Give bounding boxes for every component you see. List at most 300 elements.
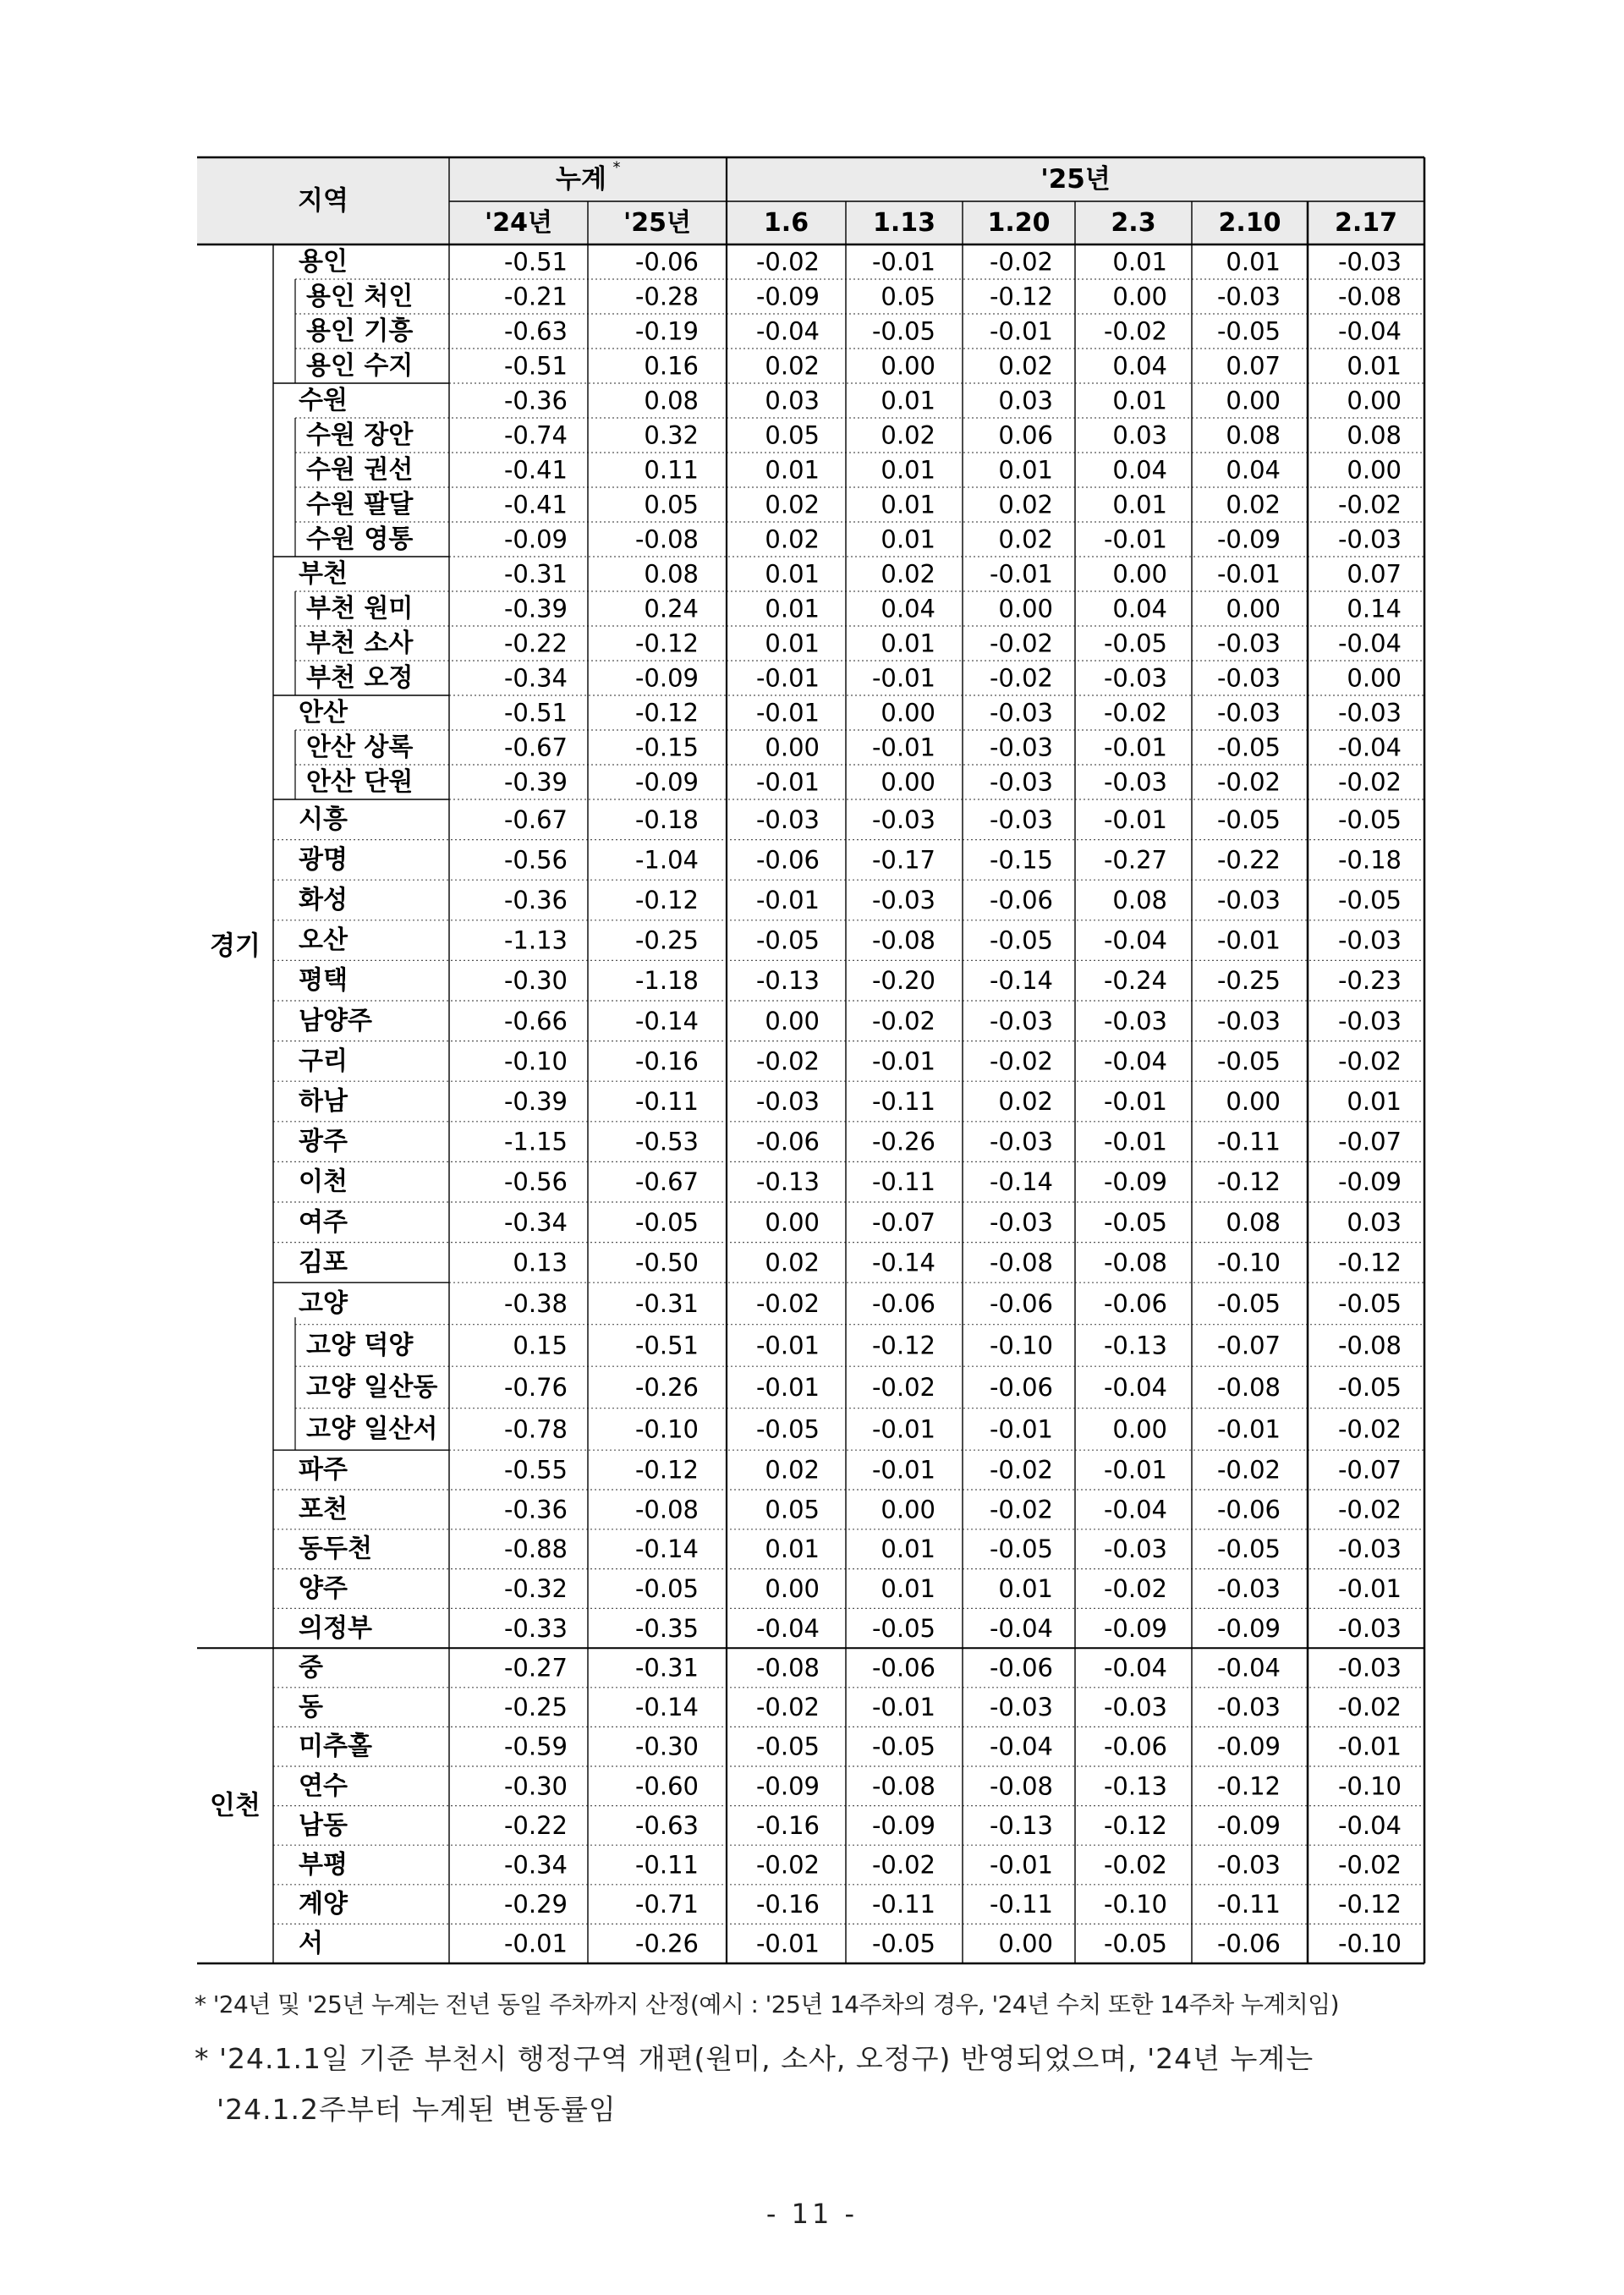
value-cell: -1.15 [503, 1127, 568, 1156]
value-cell: -0.01 [755, 767, 820, 797]
value-cell: -0.02 [1337, 1850, 1402, 1880]
value-cell: -0.66 [503, 1006, 568, 1035]
value-cell: -0.33 [503, 1613, 568, 1643]
value-cell: -0.14 [871, 1248, 935, 1277]
value-cell: 0.02 [998, 1087, 1053, 1116]
region-label: 파주 [299, 1455, 348, 1485]
region-label: 용인 [299, 247, 348, 277]
region-label: 수원 [299, 386, 348, 415]
header-week-col: 1.13 [872, 208, 936, 238]
value-cell: -0.02 [755, 1693, 820, 1722]
value-cell: -0.04 [1337, 629, 1402, 658]
region-label: 동두천 [299, 1534, 372, 1564]
value-cell: 0.00 [1226, 386, 1281, 415]
value-cell: -0.01 [871, 733, 935, 762]
value-cell: -0.26 [871, 1127, 935, 1156]
value-cell: -1.13 [503, 925, 568, 955]
value-cell: -0.24 [1103, 966, 1167, 996]
value-cell: -0.04 [1103, 1046, 1167, 1076]
value-cell: -0.01 [1103, 1455, 1167, 1485]
value-cell: -0.02 [1216, 767, 1281, 797]
value-cell: -0.05 [1103, 629, 1167, 658]
subregion-label: 안산 단원 [306, 767, 414, 797]
value-cell: -0.34 [503, 663, 568, 693]
value-cell: 0.01 [1347, 351, 1402, 381]
value-cell: 0.01 [1226, 247, 1281, 277]
subregion-label: 수원 영통 [306, 524, 414, 554]
value-cell: -0.06 [1216, 1929, 1281, 1958]
value-cell: -0.26 [634, 1372, 699, 1402]
value-cell: -0.19 [634, 316, 699, 346]
value-cell: -0.06 [634, 247, 699, 277]
value-cell: -0.05 [1337, 804, 1402, 834]
value-cell: -0.03 [989, 698, 1053, 727]
value-cell: -0.39 [503, 594, 568, 623]
value-cell: -0.09 [634, 767, 699, 797]
region-label: 부천 [299, 559, 348, 589]
value-cell: -0.02 [1337, 1046, 1402, 1076]
value-cell: 0.00 [765, 1574, 820, 1603]
region-label: 평택 [299, 965, 348, 996]
value-cell: 0.00 [881, 351, 935, 381]
value-cell: -0.03 [871, 804, 935, 834]
value-cell: -0.12 [634, 698, 699, 727]
value-cell: -0.12 [634, 629, 699, 658]
value-cell: -0.05 [989, 1535, 1053, 1564]
region-label: 포천 [299, 1494, 348, 1524]
value-cell: 0.13 [513, 1248, 568, 1277]
value-cell: -0.08 [1216, 1372, 1281, 1402]
value-cell: 0.08 [1226, 1207, 1281, 1237]
value-cell: -0.07 [1216, 1331, 1281, 1360]
page-number: - 11 - [765, 2198, 859, 2230]
value-cell: -0.22 [1216, 845, 1281, 875]
region-label: 오산 [299, 925, 348, 956]
value-cell: -0.04 [989, 1613, 1053, 1643]
value-cell: -0.02 [1337, 1414, 1402, 1444]
value-cell: 0.08 [1226, 420, 1281, 450]
value-cell: 0.00 [1112, 1414, 1167, 1444]
value-cell: -0.03 [989, 1127, 1053, 1156]
value-cell: 0.07 [1347, 559, 1402, 589]
value-cell: -0.63 [634, 1810, 699, 1840]
value-cell: -0.11 [634, 1087, 699, 1116]
value-cell: -0.15 [989, 845, 1053, 875]
value-cell: -0.01 [989, 316, 1053, 346]
region-label: 이천 [299, 1167, 348, 1197]
value-cell: -0.23 [1337, 966, 1402, 996]
value-cell: -0.01 [503, 1929, 568, 1958]
value-cell: -0.51 [503, 247, 568, 277]
value-cell: -0.60 [634, 1771, 699, 1801]
value-cell: 0.08 [1112, 886, 1167, 914]
value-cell: -0.34 [503, 1207, 568, 1237]
value-cell: -0.11 [871, 1890, 935, 1919]
value-cell: -0.13 [989, 1810, 1053, 1840]
value-cell: 0.02 [1226, 490, 1281, 519]
value-cell: -0.01 [871, 1693, 935, 1722]
value-cell: -0.11 [634, 1850, 699, 1880]
value-cell: -0.08 [755, 1653, 820, 1683]
value-cell: -0.03 [989, 733, 1053, 762]
value-cell: -0.02 [871, 1850, 935, 1880]
value-cell: -0.78 [503, 1414, 568, 1444]
value-cell: -0.09 [871, 1810, 935, 1840]
value-cell: -0.02 [989, 629, 1053, 658]
value-cell: -0.07 [1337, 1127, 1402, 1156]
value-cell: 0.04 [1112, 351, 1167, 381]
value-cell: 0.14 [1347, 594, 1402, 623]
value-cell: -0.10 [1337, 1771, 1402, 1801]
value-cell: 0.03 [1347, 1207, 1402, 1237]
value-cell: -0.12 [1103, 1810, 1167, 1840]
subregion-label: 부천 소사 [306, 629, 414, 658]
value-cell: 0.24 [644, 594, 699, 623]
value-cell: -0.08 [871, 1771, 935, 1801]
subregion-label: 용인 처인 [306, 282, 414, 311]
value-cell: -0.04 [755, 316, 820, 346]
value-cell: -0.28 [634, 282, 699, 311]
value-cell: -0.02 [989, 247, 1053, 277]
header-week-col: 2.3 [1111, 208, 1156, 238]
value-cell: -0.03 [1337, 925, 1402, 955]
value-cell: -0.01 [1103, 524, 1167, 554]
region-label: 계양 [299, 1889, 348, 1919]
value-cell: 0.00 [765, 733, 820, 762]
value-cell: -0.03 [1216, 1693, 1281, 1722]
region-label: 동 [299, 1692, 323, 1722]
value-cell: -0.06 [989, 1653, 1053, 1683]
value-cell: -0.02 [755, 247, 820, 277]
value-cell: -0.07 [1337, 1455, 1402, 1485]
value-cell: -0.12 [1337, 1248, 1402, 1277]
value-cell: -0.41 [503, 490, 568, 519]
value-cell: 0.01 [1347, 1087, 1402, 1116]
value-cell: 0.00 [765, 1207, 820, 1237]
footnote-bucheon-cont: '24.1.2주부터 누계된 변동률임 [217, 2093, 617, 2126]
value-cell: 0.02 [765, 490, 820, 519]
header-week-col: 1.6 [763, 208, 809, 238]
value-cell: -0.01 [989, 1850, 1053, 1880]
value-cell: -0.10 [503, 1046, 568, 1076]
value-cell: 0.02 [998, 351, 1053, 381]
value-cell: -0.05 [755, 1414, 820, 1444]
value-cell: -0.04 [1103, 1653, 1167, 1683]
value-cell: -0.03 [1337, 1653, 1402, 1683]
value-cell: -0.12 [634, 1455, 699, 1485]
value-cell: 0.04 [1226, 455, 1281, 485]
subregion-label: 부천 원미 [306, 594, 414, 623]
value-cell: -0.08 [1337, 1331, 1402, 1360]
value-cell: 0.00 [1112, 559, 1167, 589]
value-cell: -0.05 [634, 1207, 699, 1237]
region-label: 부평 [299, 1850, 348, 1880]
value-cell: -0.31 [634, 1288, 699, 1318]
header-region: 지역 [298, 185, 348, 217]
value-cell: -0.13 [755, 966, 820, 996]
value-cell: -0.25 [1216, 966, 1281, 996]
value-cell: -0.36 [503, 386, 568, 415]
value-cell: 0.02 [881, 559, 935, 589]
value-cell: -0.03 [1216, 1574, 1281, 1603]
value-cell: -0.08 [634, 1495, 699, 1524]
value-cell: -0.10 [989, 1331, 1053, 1360]
value-cell: 0.01 [998, 1574, 1053, 1603]
value-cell: 0.02 [998, 490, 1053, 519]
value-cell: -0.02 [989, 1455, 1053, 1485]
value-cell: -0.01 [871, 1046, 935, 1076]
value-cell: -0.01 [1216, 559, 1281, 589]
value-cell: -0.05 [755, 1732, 820, 1761]
value-cell: -0.05 [1216, 1046, 1281, 1076]
value-cell: -0.13 [1103, 1771, 1167, 1801]
value-cell: -0.71 [634, 1890, 699, 1919]
region-label: 서 [299, 1929, 323, 1959]
value-cell: -0.02 [1337, 1495, 1402, 1524]
value-cell: -0.05 [1337, 1372, 1402, 1402]
value-cell: -0.05 [1216, 316, 1281, 346]
value-cell: 0.01 [1112, 386, 1167, 415]
value-cell: -0.01 [755, 1929, 820, 1958]
value-cell: 0.02 [765, 1455, 820, 1485]
value-cell: -0.08 [871, 925, 935, 955]
value-cell: -0.03 [1216, 698, 1281, 727]
value-cell: -0.03 [989, 804, 1053, 834]
value-cell: -0.05 [1216, 1535, 1281, 1564]
value-cell: -0.03 [1216, 282, 1281, 311]
value-cell: 0.00 [765, 1006, 820, 1035]
subregion-label: 부천 오정 [306, 663, 414, 693]
value-cell: -0.03 [989, 1207, 1053, 1237]
value-cell: -0.03 [1103, 767, 1167, 797]
value-cell: 0.00 [881, 698, 935, 727]
value-cell: -0.08 [989, 1771, 1053, 1801]
value-cell: 0.02 [998, 524, 1053, 554]
value-cell: -0.03 [1337, 524, 1402, 554]
region-label: 남양주 [299, 1006, 372, 1036]
value-cell: -0.03 [1337, 1006, 1402, 1035]
value-cell: -0.06 [871, 1653, 935, 1683]
value-cell: 0.01 [765, 1535, 820, 1564]
value-cell: -0.11 [1216, 1127, 1281, 1156]
region-label: 의정부 [299, 1613, 372, 1644]
value-cell: -0.03 [755, 1087, 820, 1116]
value-cell: 0.05 [644, 490, 699, 519]
value-cell: -0.05 [871, 316, 935, 346]
value-cell: -0.26 [634, 1929, 699, 1958]
header-week-col: 2.10 [1218, 208, 1281, 238]
value-cell: -0.01 [871, 1455, 935, 1485]
value-cell: 0.00 [881, 767, 935, 797]
region-label: 하남 [299, 1086, 348, 1117]
value-cell: 0.05 [765, 420, 820, 450]
value-cell: -0.06 [989, 1288, 1053, 1318]
value-cell: 0.00 [1347, 386, 1402, 415]
value-cell: -0.04 [755, 1613, 820, 1643]
region-label: 고양 [299, 1288, 348, 1319]
value-cell: -0.03 [1216, 886, 1281, 914]
value-cell: -0.05 [634, 1574, 699, 1603]
value-cell: 0.05 [765, 1495, 820, 1524]
value-cell: -0.03 [1216, 1006, 1281, 1035]
value-cell: -0.01 [1337, 1574, 1402, 1603]
header-week-col: 2.17 [1334, 208, 1398, 238]
value-cell: -0.05 [1216, 733, 1281, 762]
value-cell: -0.15 [634, 733, 699, 762]
value-cell: -0.02 [1216, 1455, 1281, 1485]
value-cell: 0.08 [644, 386, 699, 415]
value-cell: -0.53 [634, 1127, 699, 1156]
value-cell: -0.09 [1103, 1167, 1167, 1197]
region-label: 광주 [299, 1127, 348, 1157]
header-week-col: 1.20 [987, 208, 1051, 238]
value-cell: -0.04 [1337, 316, 1402, 346]
value-cell: -0.05 [871, 1929, 935, 1958]
value-cell: -0.03 [1103, 1535, 1167, 1564]
value-cell: -0.88 [503, 1535, 568, 1564]
value-cell: -0.30 [503, 966, 568, 996]
value-cell: -0.56 [503, 1167, 568, 1197]
value-cell: -0.09 [1337, 1167, 1402, 1197]
region-label: 연수 [299, 1771, 348, 1801]
value-cell: -0.41 [503, 455, 568, 485]
value-cell: -0.01 [755, 886, 820, 914]
value-cell: -0.03 [1216, 663, 1281, 693]
value-cell: -0.39 [503, 767, 568, 797]
value-cell: -0.12 [1216, 1771, 1281, 1801]
value-cell: 0.08 [1347, 420, 1402, 450]
value-cell: -0.11 [871, 1087, 935, 1116]
value-cell: -0.01 [1103, 733, 1167, 762]
value-cell: 0.04 [1112, 455, 1167, 485]
value-cell: 0.04 [1112, 594, 1167, 623]
value-cell: -0.35 [634, 1613, 699, 1643]
value-cell: -0.02 [1337, 490, 1402, 519]
value-cell: -0.09 [1216, 1732, 1281, 1761]
value-cell: -0.08 [989, 1248, 1053, 1277]
value-cell: -0.02 [989, 663, 1053, 693]
value-cell: 0.00 [1347, 663, 1402, 693]
value-cell: -0.03 [1337, 1535, 1402, 1564]
region-label: 남동 [299, 1810, 348, 1841]
value-cell: -0.55 [503, 1455, 568, 1485]
value-cell: -0.51 [634, 1331, 699, 1360]
value-cell: -0.03 [871, 886, 935, 914]
value-cell: -0.27 [1103, 845, 1167, 875]
value-cell: -0.63 [503, 316, 568, 346]
value-cell: 0.01 [765, 455, 820, 485]
value-cell: -0.03 [989, 767, 1053, 797]
value-cell: -0.18 [1337, 845, 1402, 875]
value-cell: 0.05 [881, 282, 935, 311]
value-cell: 0.00 [1347, 455, 1402, 485]
value-cell: -0.08 [1103, 1248, 1167, 1277]
value-cell: -0.06 [1103, 1288, 1167, 1318]
value-cell: -0.03 [1216, 629, 1281, 658]
value-cell: 0.32 [644, 420, 699, 450]
subregion-label: 수원 권선 [306, 455, 414, 485]
value-cell: -0.04 [1216, 1653, 1281, 1683]
value-cell: -0.01 [1103, 1127, 1167, 1156]
value-cell: 0.01 [881, 386, 935, 415]
value-cell: -0.01 [871, 247, 935, 277]
value-cell: 0.01 [1112, 247, 1167, 277]
value-cell: -0.32 [503, 1574, 568, 1603]
value-cell: 0.02 [881, 420, 935, 450]
value-cell: -0.04 [1103, 925, 1167, 955]
value-cell: 0.01 [765, 559, 820, 589]
value-cell: -0.03 [1337, 698, 1402, 727]
value-cell: -0.03 [1103, 1006, 1167, 1035]
value-cell: -0.10 [1103, 1890, 1167, 1919]
value-cell: -0.11 [989, 1890, 1053, 1919]
value-cell: -0.01 [755, 1372, 820, 1402]
value-cell: -0.02 [755, 1046, 820, 1076]
value-cell: 0.02 [765, 524, 820, 554]
value-cell: -0.01 [1216, 925, 1281, 955]
region-label: 안산 [299, 698, 348, 727]
value-cell: -0.34 [503, 1850, 568, 1880]
value-cell: -0.39 [503, 1087, 568, 1116]
value-cell: -0.13 [1103, 1331, 1167, 1360]
value-cell: -0.09 [1216, 1613, 1281, 1643]
province-label: 인천 [210, 1790, 261, 1821]
value-cell: -0.01 [1216, 1414, 1281, 1444]
value-cell: -0.06 [989, 1372, 1053, 1402]
value-cell: -0.05 [1337, 1288, 1402, 1318]
value-cell: -0.03 [1216, 1850, 1281, 1880]
value-cell: -0.36 [503, 1495, 568, 1524]
value-cell: 0.06 [998, 420, 1053, 450]
value-cell: -0.30 [503, 1771, 568, 1801]
value-cell: -0.01 [1337, 1732, 1402, 1761]
value-cell: -0.51 [503, 698, 568, 727]
value-cell: -0.06 [1216, 1495, 1281, 1524]
value-cell: 0.01 [881, 490, 935, 519]
value-cell: 0.08 [644, 559, 699, 589]
value-cell: -0.12 [871, 1331, 935, 1360]
value-cell: -0.03 [1103, 1693, 1167, 1722]
value-cell: 0.00 [1226, 1087, 1281, 1116]
value-cell: -0.38 [503, 1288, 568, 1318]
value-cell: -0.51 [503, 351, 568, 381]
value-cell: 0.01 [881, 1535, 935, 1564]
value-cell: -0.67 [503, 733, 568, 762]
value-cell: -0.02 [1103, 1574, 1167, 1603]
value-cell: -0.09 [634, 663, 699, 693]
value-cell: -0.04 [1103, 1372, 1167, 1402]
value-cell: -0.09 [755, 282, 820, 311]
value-cell: -0.01 [989, 559, 1053, 589]
value-cell: -0.25 [634, 925, 699, 955]
value-cell: 0.00 [1112, 282, 1167, 311]
value-cell: 0.02 [765, 1248, 820, 1277]
value-cell: -0.22 [503, 1810, 568, 1840]
value-cell: -0.05 [1216, 1288, 1281, 1318]
value-cell: -0.02 [989, 1046, 1053, 1076]
value-cell: 0.01 [881, 629, 935, 658]
value-cell: -0.67 [503, 804, 568, 834]
value-cell: -0.05 [1103, 1207, 1167, 1237]
footnote-cumulative: * '24년 및 '25년 누계는 전년 동일 주차까지 산정(예시 : '25년 14주차의 경우, '24년 수치 또한 14주차 누계치임) [195, 1990, 1339, 2018]
value-cell: -0.11 [871, 1167, 935, 1197]
value-cell: -0.04 [989, 1732, 1053, 1761]
value-cell: 0.01 [881, 524, 935, 554]
province-label: 경기 [210, 931, 261, 962]
region-label: 구리 [299, 1046, 348, 1076]
value-cell: 0.15 [513, 1331, 568, 1360]
value-cell: 0.04 [881, 594, 935, 623]
